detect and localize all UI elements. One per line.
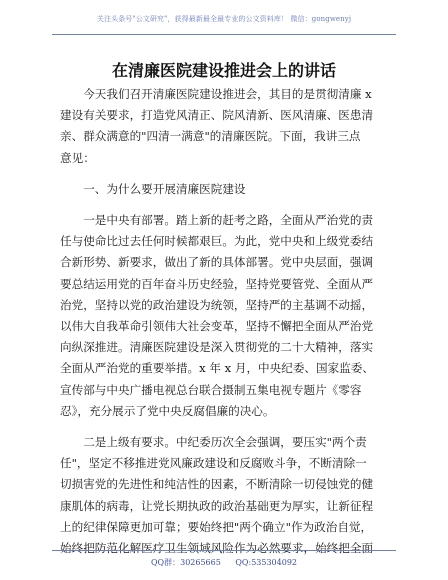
paragraph-central-deployment (60, 210, 390, 422)
header-divider (52, 34, 396, 35)
footer-banner (0, 557, 448, 568)
text-line: 意见： (60, 150, 95, 165)
text-line: 宣传部与中央广播电视总台联合摄制五集电视专题片《零容 (60, 382, 362, 397)
text-line: 上的纪律保障更加可靠；要始终把"两个确立"作为政治自觉， (60, 519, 373, 534)
header-banner: 关注头条号"公文研究"，获得最新最全最专业的公文资料库！ 微信：gongwenyj (96, 15, 352, 23)
footer-divider (52, 550, 396, 551)
text-line: 亲、群众满意的"四清一满意"的清廉医院。下面，我讲三点 (60, 129, 361, 144)
text-line: 要总结运用党的百年奋斗历史经验，坚持党要管党、全面从严 (60, 276, 374, 291)
text-line: 治党，坚持以党的政治建设为统领，坚持严的主基调不动摇， (60, 297, 374, 312)
text-line: 建设有关要求，打造党风清正、院风清新、医风清廉、医患清 (60, 108, 374, 123)
paragraph-intro (60, 84, 390, 169)
text-line: 向纵深推进。清廉医院建设是深入贯彻党的二十大精神，落实 (60, 340, 374, 355)
section-heading (60, 179, 390, 200)
footer-qq-group: QQ群：30265665 (150, 558, 221, 567)
document-title: 在清廉医院建设推进会上的讲话 (111, 61, 336, 80)
text-line: 切损害党的先进性和纯洁性的因素，不断清除一切侵蚀党的健 (60, 477, 374, 492)
text-line: 一是中央有部署。踏上新的赶考之路，全面从严治党的责 (83, 213, 374, 228)
text-line: 全面从严治党的重要举措。x 年 x 月，中央纪委、国家监委、 (60, 361, 374, 376)
text-line: 合新形势、新要求，做出了新的具体部署。党中央层面，强调 (60, 255, 374, 270)
text-line: 以伟大自我革命引领伟大社会变革，坚持不懈把全面从严治党 (60, 319, 374, 334)
text-line: 任与使命比过去任何时候都艰巨。为此，党中央和上级党委结 (60, 234, 374, 249)
paragraph-superior-requirements (60, 432, 390, 559)
text-line: 任"，坚定不移推进党风廉政建设和反腐败斗争，不断清除一 (60, 456, 367, 471)
text-line: 康肌体的病毒，让党长期执政的政治基础更为厚实，让新征程 (60, 498, 374, 513)
document-body (60, 84, 390, 559)
text-line: 始终把防范化解医疗卫生领域风险作为必然要求，始终把全面 (60, 541, 374, 556)
footer-qq: QQ:535304092 (235, 558, 297, 567)
text-line: 今天我们召开清廉医院建设推进会，其目的是贯彻清廉 x (83, 87, 372, 101)
text-line: 忍》，充分展示了党中央反腐倡廉的决心。 (60, 403, 275, 418)
text-line: 二是上级有要求。中纪委历次全会强调，要压实"两个责 (83, 435, 367, 450)
heading-line: 一、为什么要开展清廉医院建设 (83, 181, 246, 196)
